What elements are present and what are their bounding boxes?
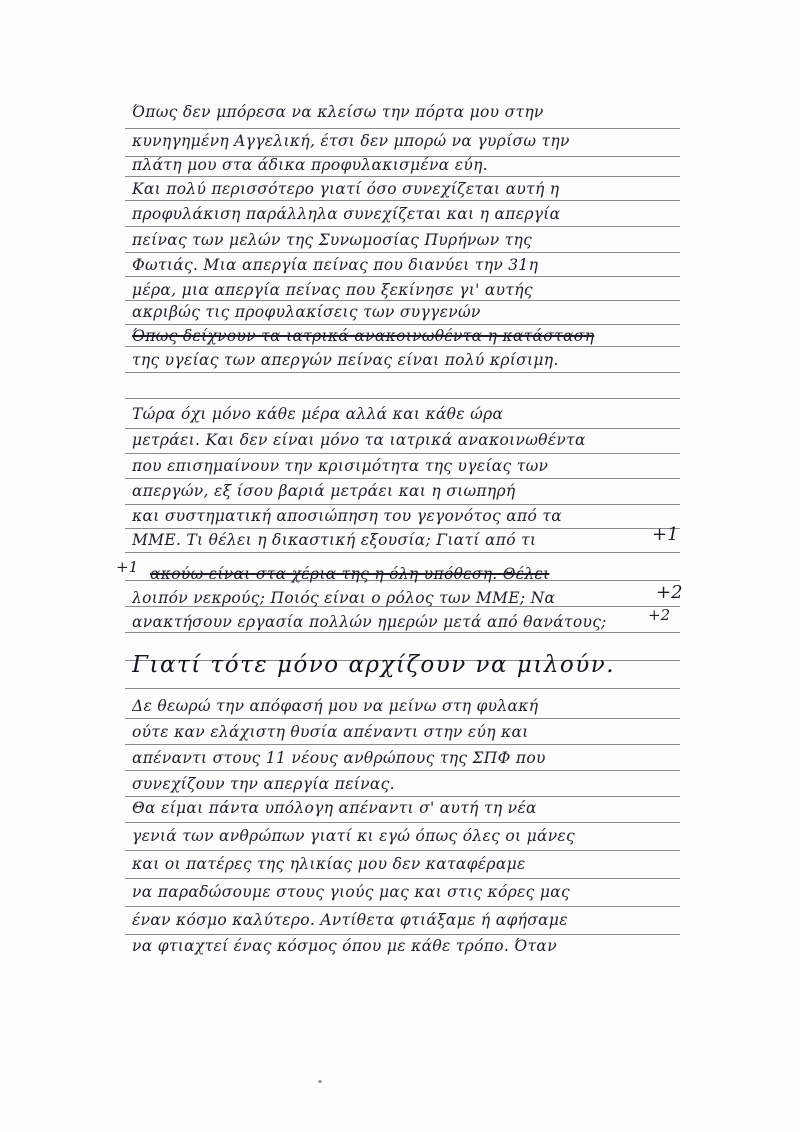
ruled-line (125, 528, 680, 529)
ruled-line (125, 478, 680, 479)
letter-line-struck: ακούω είναι στα χέρια της η όλη υπόθεση. Θέλει (150, 565, 550, 583)
letter-line: Τώρα όχι μόνο κάθε μέρα αλλά και κάθε ώρα (132, 405, 504, 423)
letter-line: συνεχίζουν την απεργία πείνας. (132, 775, 395, 793)
letter-line: γενιά των ανθρώπων γιατί κι εγώ όπως όλες οι μάνες (132, 827, 576, 845)
ruled-line (125, 453, 680, 454)
letter-line: απέναντι στους 11 νέους ανθρώπους της ΣΠΦ που (132, 749, 546, 767)
letter-heading-line: Γιατί τότε μόνο αρχίζουν να μιλούν. (132, 652, 616, 678)
letter-line: μετράει. Και δεν είναι μόνο τα ιατρικά ανακοινωθέντα (132, 431, 586, 449)
letter-line: έναν κόσμο καλύτερο. Αντίθετα φτιάξαμε ή αφήσαμε (132, 911, 568, 929)
ruled-line (125, 428, 680, 429)
letter-line: της υγείας των απεργών πείνας είναι πολύ κρίσιμη. (132, 351, 559, 369)
letter-line: Δε θεωρώ την απόφασή μου να μείνω στη φυλακή (132, 697, 539, 715)
letter-line: ούτε καν ελάχιστη θυσία απέναντι στην εύη και (132, 723, 529, 741)
letter-line: που επισημαίνουν την κρισιμότητα της υγείας των (132, 457, 549, 475)
ruled-line (125, 226, 680, 227)
footnote-ref-1: +1 (116, 558, 139, 576)
ruled-line (125, 906, 680, 907)
letter-line: προφυλάκιση παράλληλα συνεχίζεται και η απεργία (132, 205, 561, 223)
footnote-mark-1: +1 (652, 524, 679, 545)
footnote-mark-2: +2 (656, 582, 683, 603)
ruled-line (125, 744, 680, 745)
ruled-line (125, 252, 680, 253)
ruled-line (125, 372, 680, 373)
ruled-line (125, 632, 680, 633)
letter-line: ανακτήσουν εργασία πολλών ημερών μετά από θανάτους; (132, 613, 607, 631)
ruled-line (125, 324, 680, 325)
letter-line: πείνας των μελών της Συνωμοσίας Πυρήνων της (132, 231, 533, 249)
ruled-line (125, 276, 680, 277)
letter-line: πλάτη μου στα άδικα προφυλακισμένα εύη. (132, 156, 488, 174)
letter-line: ακριβώς τις προφυλακίσεις των συγγενών (132, 303, 481, 321)
ruled-line (125, 300, 680, 301)
letter-line: να φτιαχτεί ένας κόσμος όπου με κάθε τρόπο. Όταν (132, 937, 557, 955)
letter-line: λοιπόν νεκρούς; Ποιός είναι ο ρόλος των ΜΜΕ; Να (132, 589, 556, 607)
ruled-line (125, 850, 680, 851)
ruled-line (125, 128, 680, 129)
ruled-line (125, 770, 680, 771)
ruled-line (125, 822, 680, 823)
ruled-line (125, 688, 680, 689)
letter-line: Θα είμαι πάντα υπόλογη απέναντι σ' αυτή τη νέα (132, 799, 537, 817)
ruled-line (125, 504, 680, 505)
footnote-ref-2: +2 (648, 606, 671, 624)
ruled-line (125, 176, 680, 177)
letter-line: Όπως δεν μπόρεσα να κλείσω την πόρτα μου στην (132, 103, 544, 121)
ruled-line (125, 878, 680, 879)
letter-line: και οι πατέρες της ηλικίας μου δεν καταφέραμε (132, 855, 526, 873)
letter-line-struck: Όπως δείχνουν τα ιατρικά ανακοινωθέντα η κατάσταση (132, 327, 595, 345)
scan-speck (318, 1080, 322, 1083)
ruled-line (125, 552, 680, 553)
letter-line: να παραδώσουμε στους γιούς μας και στις κόρες μας (132, 883, 570, 901)
ruled-line (125, 398, 680, 399)
letter-line: Φωτιάς. Μια απεργία πείνας που διανύει την 31η (132, 256, 539, 274)
ruled-line (125, 346, 680, 347)
ruled-line (125, 934, 680, 935)
letter-line: και συστηματική αποσιώπηση του γεγονότος από τα (132, 507, 562, 525)
letter-line: Και πολύ περισσότερο γιατί όσο συνεχίζεται αυτή η (132, 180, 560, 198)
letter-line: κυνηγημένη Αγγελική, έτσι δεν μπορώ να γυρίσω την (132, 132, 570, 150)
ruled-line (125, 718, 680, 719)
letter-line: ΜΜΕ. Τι θέλει η δικαστική εξουσία; Γιατί από τι (132, 531, 537, 549)
ruled-line (125, 796, 680, 797)
letter-line: μέρα, μια απεργία πείνας που ξεκίνησε γι' αυτής (132, 281, 533, 299)
ruled-line (125, 200, 680, 201)
letter-line: απεργών, εξ ίσου βαριά μετράει και η σιωπηρή (132, 482, 516, 500)
